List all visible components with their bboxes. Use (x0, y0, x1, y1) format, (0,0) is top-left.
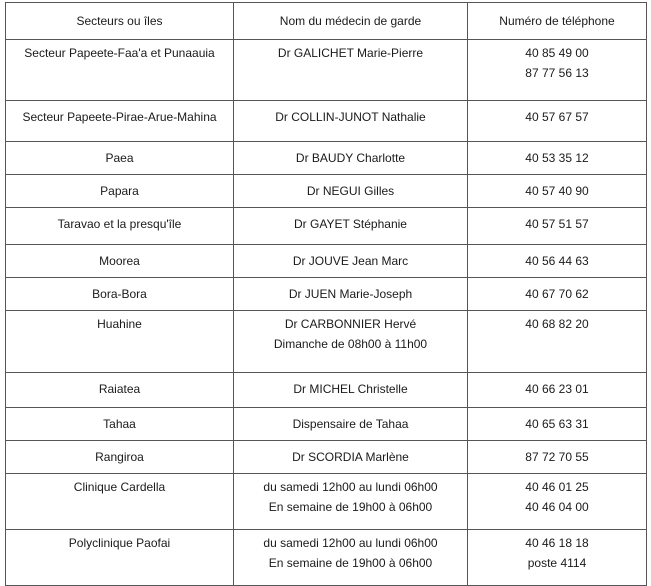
weekend-hours: du samedi 12h00 au lundi 06h00 (263, 480, 438, 494)
doctor-cell (234, 101, 468, 142)
phone-cell (468, 208, 647, 245)
phone-cell (468, 530, 647, 586)
sector-name: Raiatea (98, 382, 141, 396)
phone-number: 40 46 04 00 (525, 500, 589, 514)
header-phone: Numéro de téléphone (468, 3, 647, 40)
header-doctor: Nom du médecin de garde (234, 3, 468, 40)
table-row (6, 142, 647, 175)
weekday-hours: En semaine de 19h00 à 06h00 (268, 500, 433, 514)
doctor-cell (234, 278, 468, 311)
sector-cell (6, 208, 234, 245)
doctor-cell (234, 208, 468, 245)
sector-name: Polyclinique Paofai (68, 536, 171, 550)
on-call-doctors-table (5, 2, 647, 586)
table-row (6, 373, 647, 408)
doctor-hours: Dimanche de 08h00 à 11h00 (273, 337, 428, 351)
sector-cell (6, 142, 234, 175)
phone-number: 40 85 49 00 (525, 46, 589, 60)
phone-cell (468, 278, 647, 311)
table-header-row (6, 3, 647, 40)
sector-name: Moorea (99, 254, 140, 268)
table-row (6, 40, 647, 101)
table-row (6, 311, 647, 373)
sector-cell (6, 474, 234, 530)
doctor-name: Dr MICHEL Christelle (293, 382, 408, 396)
sector-name: Secteur Papeete-Pirae-Arue-Mahina (22, 110, 217, 124)
header-sector: Secteurs ou îles (6, 3, 234, 40)
sector-cell (6, 311, 234, 373)
phone-cell (468, 474, 647, 530)
phone-cell (468, 40, 647, 101)
phone-number: 40 57 51 57 (525, 217, 589, 231)
phone-number: 40 65 63 31 (525, 417, 589, 431)
doctor-name: Dr GALICHET Marie-Pierre (277, 46, 424, 60)
doctor-cell (234, 245, 468, 278)
doctor-cell (234, 474, 468, 530)
phone-number: 87 77 56 13 (525, 66, 589, 80)
phone-cell (468, 408, 647, 441)
sector-cell (6, 40, 234, 101)
sector-cell (6, 175, 234, 208)
phone-number: 40 46 18 18 (525, 536, 589, 550)
doctor-cell (234, 373, 468, 408)
phone-cell (468, 175, 647, 208)
table-row (6, 278, 647, 311)
doctor-cell (234, 408, 468, 441)
doctor-name: Dr BAUDY Charlotte (295, 151, 406, 165)
doctor-cell (234, 40, 468, 101)
phone-number: 40 56 44 63 (525, 254, 589, 268)
phone-number: 40 46 01 25 (525, 480, 589, 494)
phone-number: 87 72 70 55 (525, 450, 589, 464)
table-row (6, 474, 647, 530)
sector-cell (6, 530, 234, 586)
doctor-name: Dr COLLIN-JUNOT Nathalie (275, 110, 426, 124)
weekday-hours: En semaine de 19h00 à 06h00 (268, 556, 433, 570)
phone-cell (468, 441, 647, 474)
phone-number: 40 67 70 62 (525, 287, 589, 301)
doctor-name: Dr JUEN Marie-Joseph (288, 287, 413, 301)
phone-number: 40 57 40 90 (525, 184, 589, 198)
phone-cell (468, 101, 647, 142)
sector-cell (6, 278, 234, 311)
sector-name: Tahaa (103, 417, 136, 431)
phone-cell (468, 245, 647, 278)
phone-cell (468, 311, 647, 373)
doctor-name: Dispensaire de Tahaa (292, 417, 409, 431)
sector-name: Clinique Cardella (73, 480, 166, 494)
sector-name: Papara (100, 184, 139, 198)
doctor-name: Dr CARBONNIER Hervé (284, 317, 417, 331)
doctor-cell (234, 142, 468, 175)
sector-name: Taravao et la presqu'île (57, 217, 182, 231)
sector-cell (6, 373, 234, 408)
doctor-name: Dr GAYET Stéphanie (294, 217, 407, 231)
sector-name: Secteur Papeete-Faa'a et Punaauia (24, 46, 215, 60)
phone-number: 40 57 67 57 (525, 110, 589, 124)
doctor-cell (234, 175, 468, 208)
table-row (6, 208, 647, 245)
phone-extension: poste 4114 (527, 556, 587, 570)
weekend-hours: du samedi 12h00 au lundi 06h00 (263, 536, 438, 550)
phone-cell (468, 142, 647, 175)
doctor-name: Dr JOUVE Jean Marc (292, 254, 409, 268)
table-row (6, 175, 647, 208)
phone-number: 40 53 35 12 (525, 151, 589, 165)
doctor-name: Dr NEGUI Gilles (306, 184, 395, 198)
phone-number: 40 66 23 01 (525, 382, 589, 396)
doctor-cell (234, 441, 468, 474)
table-row (6, 101, 647, 142)
doctor-cell (234, 530, 468, 586)
table-row (6, 530, 647, 586)
table-row (6, 408, 647, 441)
doctor-cell (234, 311, 468, 373)
sector-cell (6, 101, 234, 142)
doctor-name: Dr SCORDIA Marlène (292, 450, 409, 464)
sector-cell (6, 408, 234, 441)
sector-cell (6, 245, 234, 278)
table-row (6, 441, 647, 474)
sector-cell (6, 441, 234, 474)
phone-number: 40 68 82 20 (525, 317, 589, 331)
sector-name: Huahine (97, 317, 142, 331)
phone-cell (468, 373, 647, 408)
sector-name: Paea (105, 151, 134, 165)
sector-name: Rangiroa (95, 450, 144, 464)
sector-name: Bora-Bora (92, 287, 147, 301)
table-row (6, 245, 647, 278)
